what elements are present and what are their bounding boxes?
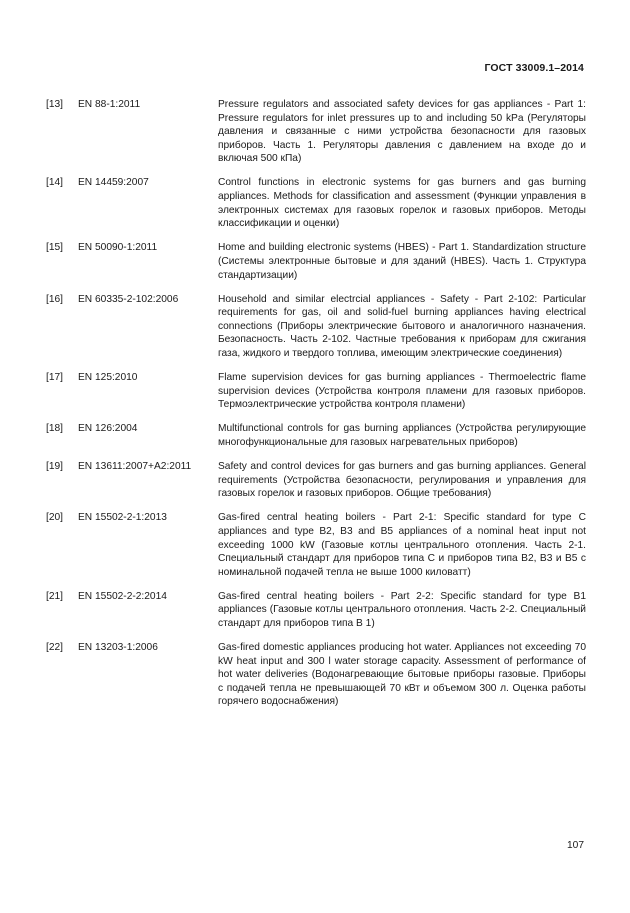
reference-title: Pressure regulators and associated safety devices for gas appliances - Part 1: Pressure regulators for inlet pressures up to and including 50 kPa (Регуляторы давления и связанные с ними устройства безопасности для газовых приборов. Часть 1. Регуляторы давления с давлением на входе до и включая 500 кПа) — [218, 99, 586, 165]
reference-title: Safety and control devices for gas burners and gas burning appliances. General requirements (Устройства безопасности, регулирования и управления для газовых горелок и газовых приборов. Общие требования) — [218, 461, 586, 500]
reference-item — [46, 460, 586, 501]
reference-title: Multifunctional controls for gas burning appliances (Устройства регулирующие многофункциональные для газовых нагревательных приборов) — [218, 423, 586, 448]
reference-number: [14] — [46, 177, 63, 189]
reference-code: EN 14459:2007 — [78, 177, 149, 189]
reference-number: [15] — [46, 242, 63, 254]
reference-title: Gas-fired domestic appliances producing hot water. Appliances not exceeding 70 kW heat input and 300 l water storage capacity. Assessment of performance of hot water deliveries (Водонагревающие бытовые приборы газовые. Приборы с подачей тепла не превышающей 70 кВт и объемом 300 л. Оценка работы горячего водоснабжения) — [218, 642, 586, 708]
reference-code: EN 15502-2-1:2013 — [78, 512, 167, 524]
reference-item — [46, 98, 586, 166]
reference-code: EN 126:2004 — [78, 423, 138, 435]
page-number: 107 — [567, 840, 584, 851]
reference-item — [46, 176, 586, 230]
reference-code: EN 15502-2-2:2014 — [78, 590, 167, 602]
reference-number: [17] — [46, 372, 63, 384]
reference-code: EN 88-1:2011 — [78, 99, 141, 110]
reference-title: Home and building electronic systems (HBES) - Part 1. Standardization structure (Системы электронные бытовые и для зданий (HBES). Часть 1. Структура стандартизации) — [218, 242, 586, 281]
reference-title: Household and similar electrcial appliances - Safety - Part 2-102: Particular requirements for gas, oil and solid-fuel burning appliances having electrical connections (Приборы электрические бытового и аналогичного назначения. Безопасность. Часть 2-102. Частные требования к приборам для сжигания газа, жидкого и твердого топлива, имеющим электрические соединения) — [218, 293, 586, 359]
document-header: ГОСТ 33009.1–2014 — [484, 62, 584, 74]
reference-title: Control functions in electronic systems for gas burners and gas burning appliances. Methods for classification and assessment (Функции управления в электронных системах для газовых горелок и газовых приборов. Методы классификации и оценки) — [218, 177, 586, 230]
reference-code: EN 13611:2007+A2:2011 — [78, 461, 192, 473]
reference-number: [13] — [46, 99, 63, 110]
reference-title: Gas-fired central heating boilers - Part 2-1: Specific standard for type C appliances and type B2, B3 and B5 appliances of a nominal heat input not exceeding 1000 kW (Газовые котлы центрального отопления. Часть 2-1. Специальный стандарт для приборов типа С и приборов типа В2, В3 и В5 с номинальной подачей тепла не выше 1000 киловатт) — [218, 512, 586, 578]
reference-code: EN 125:2010 — [78, 372, 138, 384]
reference-item — [46, 590, 586, 631]
reference-list — [46, 98, 586, 720]
reference-number: [21] — [46, 590, 63, 602]
reference-code: EN 60335-2-102:2006 — [78, 293, 179, 305]
reference-code: EN 13203-1:2006 — [78, 642, 158, 654]
reference-item — [46, 511, 586, 579]
reference-title: Flame supervision devices for gas burning appliances - Thermoelectric flame supervision devices (Устройства контроля пламени для газовых приборов. Термоэлектрические устройства контроля пламени) — [218, 372, 586, 411]
reference-number: [22] — [46, 642, 63, 654]
reference-item — [46, 293, 586, 361]
reference-item — [46, 371, 586, 412]
reference-item — [46, 241, 586, 282]
reference-number: [16] — [46, 293, 63, 305]
reference-item — [46, 422, 586, 449]
reference-number: [19] — [46, 461, 63, 473]
reference-code: EN 50090-1:2011 — [78, 242, 158, 254]
reference-item — [46, 641, 586, 709]
reference-number: [18] — [46, 423, 63, 435]
reference-number: [20] — [46, 512, 63, 524]
reference-title: Gas-fired central heating boilers - Part 2-2: Specific standard for type B1 appliances (Газовые котлы центрального отопления. Часть 2-2. Специальный стандарт для приборов типа В 1) — [218, 590, 586, 629]
